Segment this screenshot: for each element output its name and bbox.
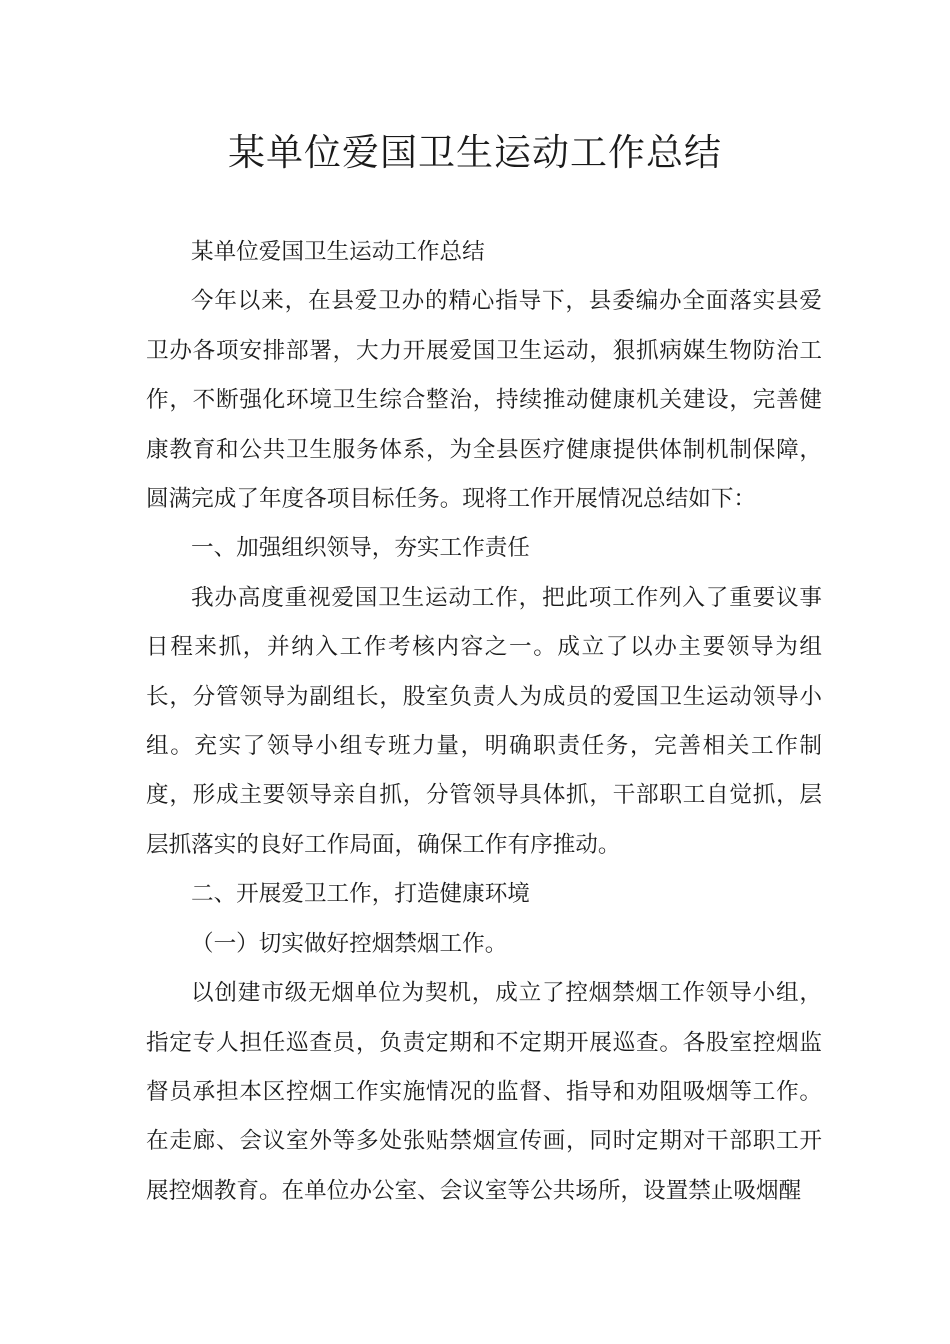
intro-paragraph: 今年以来，在县爱卫办的精心指导下，县委编办全面落实县爱卫办各项安排部署，大力开展爱国卫生运动，狠抓病媒生物防治工作，不断强化环境卫生综合整治，持续推动健康机关建设，完善健康教育和公共卫生服务体系，为全县医疗健康提供体制机制保障，圆满完成了年度各项目标任务。现将工作开展情况总结如下：	[146, 288, 822, 513]
document-title: 某单位爱国卫生运动工作总结	[228, 131, 722, 174]
document-subtitle: 某单位爱国卫生运动工作总结	[191, 239, 485, 265]
section-1-heading: 一、加强组织领导，夯实工作责任	[191, 535, 530, 562]
section-2-sub-1-paragraph: 以创建市级无烟单位为契机，成立了控烟禁烟工作领导小组，指定专人担任巡查员，负责定期和不定期开展巡查。各股室控烟监督员承担本区控烟工作实施情况的监督、指导和劝阻吸烟等工作。在走廊、会议室外等多处张贴禁烟宣传画，同时定期对干部职工开展控烟教育。在单位办公室、会议室等公共场所，设置禁止吸烟醒	[146, 980, 822, 1204]
section-2-subheading-1: （一）切实做好控烟禁烟工作。	[191, 930, 508, 957]
section-1-paragraph: 我办高度重视爱国卫生运动工作，把此项工作列入了重要议事日程来抓，并纳入工作考核内容之一。成立了以办主要领导为组长，分管领导为副组长，股室负责人为成员的爱国卫生运动领导小组。充实了领导小组专班力量，明确职责任务，完善相关工作制度，形成主要领导亲自抓，分管领导具体抓，干部职工自觉抓，层层抓落实的良好工作局面，确保工作有序推动。	[146, 584, 822, 858]
section-2-heading: 二、开展爱卫工作，打造健康环境	[191, 881, 530, 908]
document-body	[146, 228, 822, 1216]
